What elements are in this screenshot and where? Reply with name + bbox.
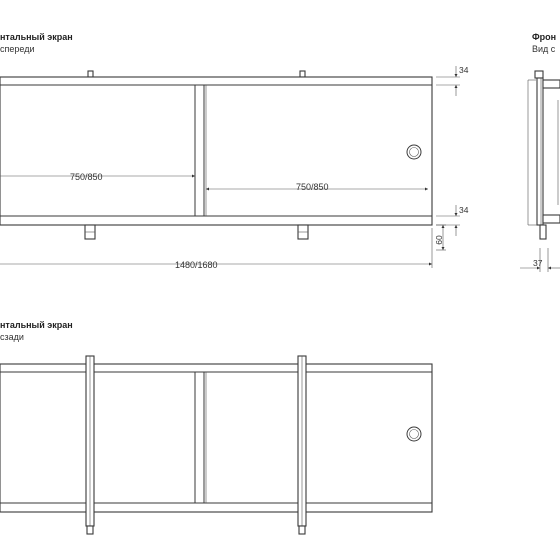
side-view	[520, 32, 560, 272]
front-view-subtitle: спереди	[0, 44, 35, 54]
dim-top-rail: 34	[459, 65, 469, 75]
screen-frame	[0, 77, 432, 225]
side-view-subtitle: Вид с	[532, 44, 556, 54]
dim-total-width: 1480/1680	[175, 260, 218, 270]
side-leg	[540, 225, 546, 239]
front-view	[0, 32, 469, 270]
side-view-title: Фрон	[532, 32, 557, 42]
top-bolt-left	[88, 71, 93, 77]
back-screen-frame	[0, 364, 432, 512]
top-bolt-right	[300, 71, 305, 77]
dim-legs: 60	[434, 235, 444, 245]
dim-depth: 37	[533, 258, 543, 268]
dim-right-panel: 750/850	[296, 182, 329, 192]
back-view-subtitle: сзади	[0, 332, 24, 342]
back-view	[0, 320, 432, 534]
side-profile	[537, 78, 543, 225]
dim-bottom-rail: 34	[459, 205, 469, 215]
dim-left-panel: 750/850	[70, 172, 103, 182]
front-view-title: нтальный экран	[0, 32, 73, 42]
back-view-title: нтальный экран	[0, 320, 73, 330]
